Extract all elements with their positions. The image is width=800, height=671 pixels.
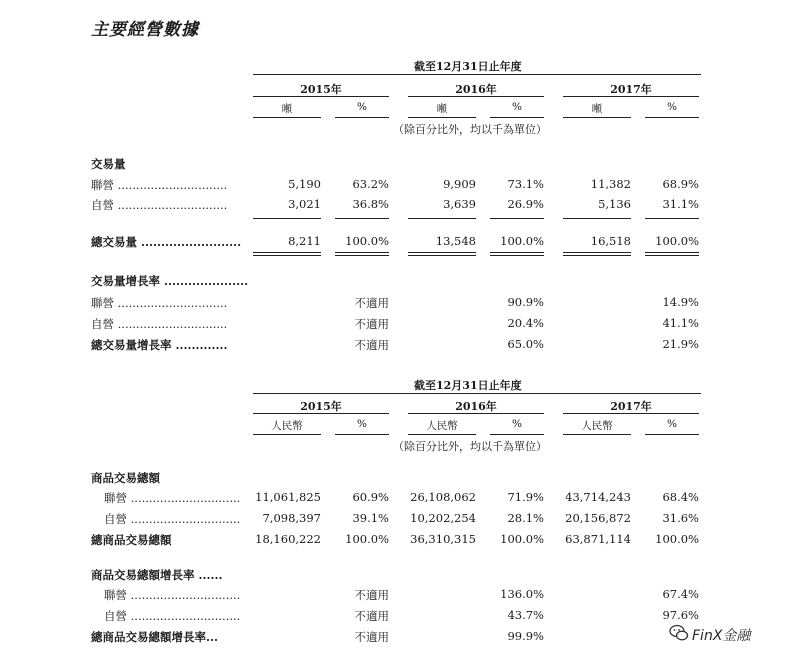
s2-total-cell: 63,871,114 (565, 532, 631, 546)
s1-growth-label: 自營 .............................. (91, 317, 228, 331)
s1-group-title: 交易量 (91, 157, 126, 171)
s2-sub-rule (490, 434, 544, 435)
s1-caption-rule (253, 74, 701, 75)
s2-year-2016: 2016年 (455, 400, 497, 413)
s1-sub-rule (335, 117, 389, 118)
s1-sub-rule (490, 117, 544, 118)
s2-sub-rule (253, 434, 321, 435)
s1-row-label: 自營 .............................. (91, 198, 228, 212)
s1-growth-title: 交易量增長率 ..................... (91, 274, 249, 288)
s1-total-top-rule (335, 218, 389, 219)
s2-growth-cell: 不適用 (354, 630, 389, 644)
s2-year-2015: 2015年 (300, 400, 342, 413)
s2-total-cell: 100.0% (345, 532, 389, 546)
s1-total-double-rule (335, 252, 389, 253)
s1-total-top-rule (253, 218, 321, 219)
s2-cell: 60.9% (352, 490, 389, 504)
s2-total-cell: 100.0% (500, 532, 544, 546)
s1-growth-cell: 不適用 (354, 338, 389, 352)
s1-sub-rule (563, 117, 631, 118)
s1-cell: 73.1% (507, 177, 544, 191)
page-title: 主要經營數據 (91, 20, 199, 40)
s2-pct-2017: % (667, 418, 677, 430)
s1-growth-cell: 20.4% (507, 316, 544, 330)
s1-growth-cell: 90.9% (507, 295, 544, 309)
s2-pct-2016: % (512, 418, 522, 430)
s1-total-double-rule (563, 252, 631, 253)
s1-total-double-rule (645, 252, 699, 253)
s1-growth-cell: 不適用 (354, 317, 389, 331)
s1-total-top-rule (645, 218, 699, 219)
s2-cell: 26,108,062 (410, 490, 476, 504)
s2-cell: 39.1% (352, 511, 389, 525)
s1-cell: 5,136 (598, 197, 631, 211)
s1-total-cell: 8,211 (288, 234, 321, 248)
s1-year-2017: 2017年 (610, 83, 652, 96)
s2-total-cell: 36,310,315 (410, 532, 476, 546)
wechat-icon (669, 623, 689, 643)
s2-growth-total-label: 總商品交易總額增長率... (91, 630, 219, 644)
s1-total-double-rule (490, 252, 544, 253)
s1-sub-rule (253, 117, 321, 118)
s1-total-double-rule (408, 252, 476, 253)
s2-cell: 71.9% (507, 490, 544, 504)
s2-unit-2016: 人民幣 (426, 420, 458, 432)
s2-cell: 68.4% (662, 490, 699, 504)
s1-sub-rule (645, 117, 699, 118)
s2-caption-rule (253, 393, 701, 394)
s1-total-top-rule (490, 218, 544, 219)
s1-growth-cell: 14.9% (662, 295, 699, 309)
s1-cell: 9,909 (443, 177, 476, 191)
s1-pct-2016: % (512, 101, 522, 113)
s1-year-2015: 2015年 (300, 83, 342, 96)
s1-unit-2015: 噸 (281, 103, 293, 115)
s1-cell: 26.9% (507, 197, 544, 211)
s2-growth-cell: 不適用 (354, 588, 389, 602)
s1-unit-2017: 噸 (591, 103, 603, 115)
s2-row-label: 自營 .............................. (104, 512, 241, 526)
s1-growth-cell: 41.1% (662, 316, 699, 330)
s2-pct-2015: % (357, 418, 367, 430)
s1-row-label: 聯營 .............................. (91, 178, 228, 192)
s2-growth-cell: 99.9% (507, 629, 544, 643)
s2-sub-rule (408, 434, 476, 435)
s1-cell: 68.9% (662, 177, 699, 191)
s2-growth-cell: 不適用 (354, 609, 389, 623)
s1-total-top-rule (563, 218, 631, 219)
s2-cell: 11,061,825 (255, 490, 321, 504)
s2-cell: 10,202,254 (410, 511, 476, 525)
s2-cell: 28.1% (507, 511, 544, 525)
s2-unit-2015: 人民幣 (271, 420, 303, 432)
s2-cell: 20,156,872 (565, 511, 631, 525)
s1-total-label: 總交易量 ......................... (91, 235, 242, 249)
s1-total-double-rule (645, 255, 699, 256)
s1-growth-total-label: 總交易量增長率 ............. (91, 338, 228, 352)
s2-growth-cell: 97.6% (662, 608, 699, 622)
s1-period-caption: 截至12月31日止年度 (414, 60, 522, 73)
s2-period-caption: 截至12月31日止年度 (414, 379, 522, 392)
s2-cell: 31.6% (662, 511, 699, 525)
s1-cell: 31.1% (662, 197, 699, 211)
s1-total-cell: 13,548 (435, 234, 476, 248)
s1-cell: 3,021 (288, 197, 321, 211)
s2-year-rule (253, 413, 389, 414)
s2-cell: 43,714,243 (565, 490, 631, 504)
s1-total-double-rule (408, 255, 476, 256)
s2-total-cell: 18,160,222 (255, 532, 321, 546)
s2-group-title: 商品交易總額 (91, 471, 160, 485)
s2-total-cell: 100.0% (655, 532, 699, 546)
s1-total-double-rule (253, 255, 321, 256)
s2-sub-rule (335, 434, 389, 435)
s1-cell: 63.2% (352, 177, 389, 191)
s1-pct-2015: % (357, 101, 367, 113)
s2-year-rule (408, 413, 544, 414)
s2-growth-title: 商品交易總額增長率 ...... (91, 568, 223, 582)
s1-cell: 11,382 (590, 177, 631, 191)
s1-growth-cell: 65.0% (507, 337, 544, 351)
s1-total-top-rule (408, 218, 476, 219)
s1-year-2016: 2016年 (455, 83, 497, 96)
s1-unit-2016: 噸 (436, 103, 448, 115)
s1-cell: 5,190 (288, 177, 321, 191)
s1-total-double-rule (490, 255, 544, 256)
s1-total-double-rule (563, 255, 631, 256)
watermark: FinX金融 (692, 628, 751, 644)
s1-cell: 3,639 (443, 197, 476, 211)
s1-total-double-rule (335, 255, 389, 256)
s2-unit-2017: 人民幣 (581, 420, 613, 432)
s2-row-label: 聯營 .............................. (104, 491, 241, 505)
s1-year-rule-2017 (563, 96, 699, 97)
s2-growth-label: 聯營 .............................. (104, 588, 241, 602)
s2-growth-cell: 43.7% (507, 608, 544, 622)
s2-year-rule (563, 413, 699, 414)
s2-cell: 7,098,397 (262, 511, 321, 525)
s1-unit-note: （除百分比外，均以千為單位） (393, 123, 547, 136)
s1-growth-label: 聯營 .............................. (91, 296, 228, 310)
s2-growth-cell: 67.4% (662, 587, 699, 601)
s2-sub-rule (563, 434, 631, 435)
s2-total-label: 總商品交易總額 (91, 533, 172, 547)
s1-pct-2017: % (667, 101, 677, 113)
s1-growth-cell: 不適用 (354, 296, 389, 310)
s1-total-cell: 100.0% (655, 234, 699, 248)
s1-growth-cell: 21.9% (662, 337, 699, 351)
s1-total-double-rule (253, 252, 321, 253)
s1-cell: 36.8% (352, 197, 389, 211)
s2-year-2017: 2017年 (610, 400, 652, 413)
s2-growth-label: 自營 .............................. (104, 609, 241, 623)
s2-unit-note: （除百分比外，均以千為單位） (393, 440, 547, 453)
s1-year-rule-2015 (253, 96, 389, 97)
s1-total-cell: 100.0% (345, 234, 389, 248)
s1-total-cell: 16,518 (590, 234, 631, 248)
s2-growth-cell: 136.0% (500, 587, 544, 601)
s1-year-rule-2016 (408, 96, 544, 97)
s1-sub-rule (408, 117, 476, 118)
s1-total-cell: 100.0% (500, 234, 544, 248)
s2-sub-rule (645, 434, 699, 435)
